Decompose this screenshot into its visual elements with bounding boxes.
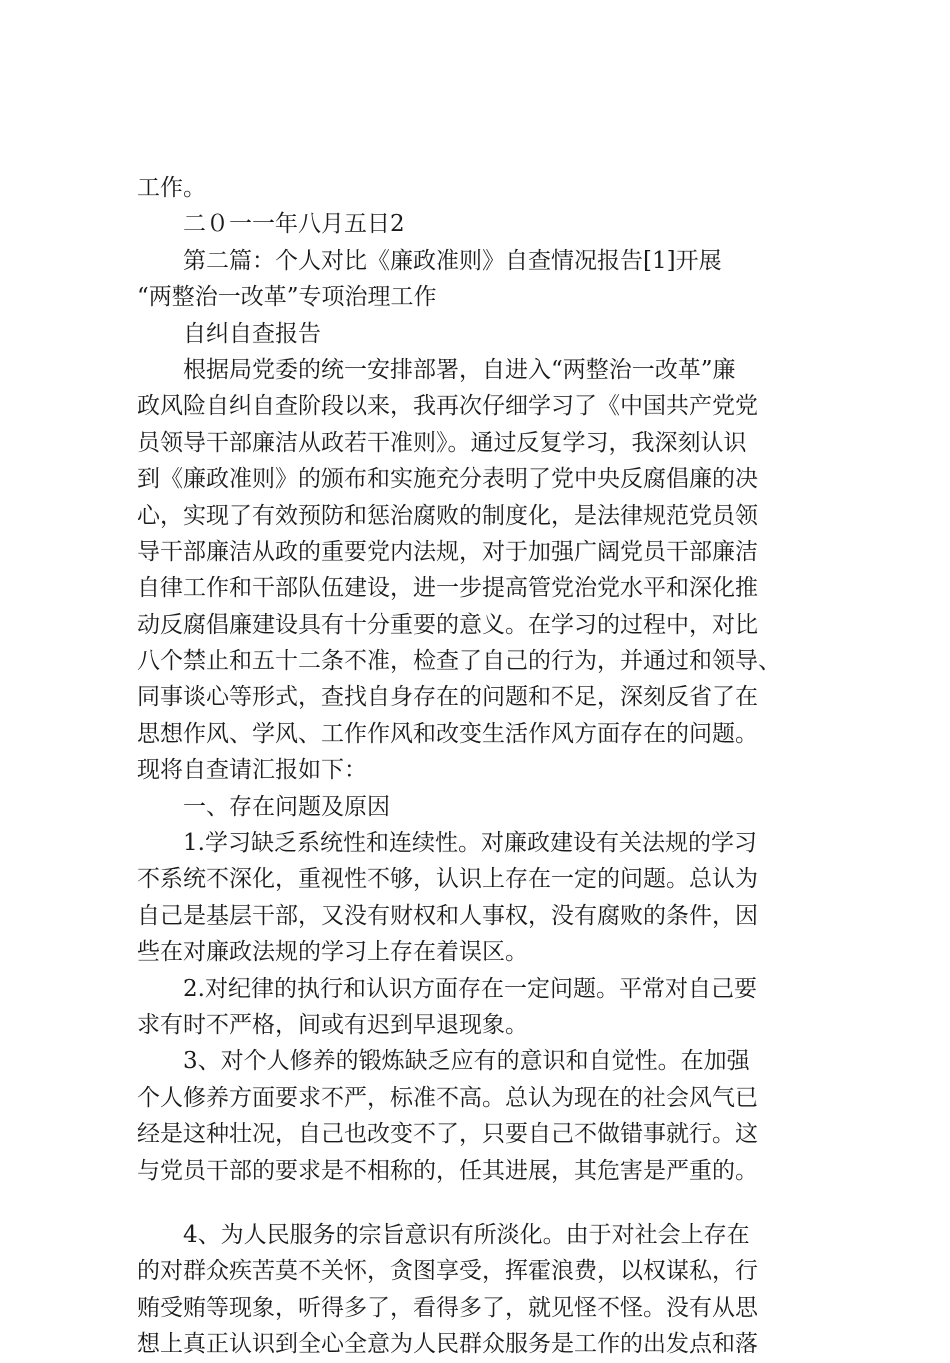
text-line: 些在对廉政法规的学习上存在着误区。 (137, 939, 528, 966)
report-title: 自纠自查报告 (183, 320, 321, 347)
text-line: 动反腐倡廉建设具有十分重要的意义。在学习的过程中，对比 (137, 611, 758, 638)
text-line: 3、对个人修养的锻炼缺乏应有的意识和自觉性。在加强 (183, 1048, 750, 1075)
text-line: 求有时不严格，间或有迟到早退现象。 (137, 1011, 528, 1038)
text-line: 根据局党委的统一安排部署，自进入“两整治一改革”廉 (183, 356, 736, 383)
section-title-continued: “两整治一改革”专项治理工作 (137, 284, 437, 311)
text-line: 2.对纪律的执行和认识方面存在一定问题。平常对自己要 (183, 975, 757, 1002)
text-line: 想上真正认识到全心全意为人民群众服务是工作的出发点和落 (137, 1331, 758, 1358)
text-line: 工作。 (137, 175, 206, 201)
text-line: 员领导干部廉洁从政若干准则》。通过反复学习，我深刻认识 (137, 429, 747, 456)
text-line: 政风险自纠自查阶段以来，我再次仔细学习了《中国共产党党 (137, 393, 758, 420)
text-line: 同事谈心等形式，查找自身存在的问题和不足，深刻反省了在 (137, 684, 758, 711)
text-line: 个人修养方面要求不严，标准不高。总认为现在的社会风气已 (137, 1084, 758, 1111)
text-line: 与党员干部的要求是不相称的，任其进展，其危害是严重的。 (137, 1157, 758, 1184)
text-line: 八个禁止和五十二条不准，检查了自己的行为，并通过和领导、 (137, 648, 781, 675)
section-title: 第二篇：个人对比《廉政准则》自查情况报告[1]开展 (183, 247, 722, 274)
text-line: 心，实现了有效预防和惩治腐败的制度化，是法律规范党员领 (137, 502, 758, 529)
text-line: 导干部廉洁从政的重要党内法规，对于加强广阔党员干部廉洁 (137, 538, 758, 565)
text-line: 经是这种壮况，自己也改变不了，只要自己不做错事就行。这 (137, 1121, 758, 1148)
section-heading: 一、存在问题及原因 (183, 793, 390, 820)
text-line: 4、为人民服务的宗旨意识有所淡化。由于对社会上存在 (183, 1221, 750, 1248)
text-line: 现将自查请汇报如下： (137, 757, 367, 784)
text-line: 自律工作和干部队伍建设，进一步提高管党治党水平和深化推 (137, 575, 758, 602)
text-line: 思想作风、学风、工作作风和改变生活作风方面存在的问题。 (137, 720, 758, 747)
paragraph-gap (137, 1189, 837, 1217)
date-line: 二０一一年八月五日2 (183, 211, 405, 238)
text-line: 的对群众疾苦莫不关怀，贪图享受，挥霍浪费，以权谋私，行 (137, 1258, 758, 1285)
text-line: 自己是基层干部，又没有财权和人事权，没有腐败的条件，因 (137, 902, 758, 929)
text-line: 1.学习缺乏系统性和连续性。对廉政建设有关法规的学习 (183, 830, 757, 857)
text-line: 到《廉政准则》的颁布和实施充分表明了党中央反腐倡廉的决 (137, 466, 758, 493)
text-line: 不系统不深化，重视性不够，认识上存在一定的问题。总认为 (137, 866, 758, 893)
text-line: 贿受贿等现象，听得多了，看得多了，就见怪不怪。没有从思 (137, 1294, 758, 1321)
document-body (137, 170, 837, 1363)
